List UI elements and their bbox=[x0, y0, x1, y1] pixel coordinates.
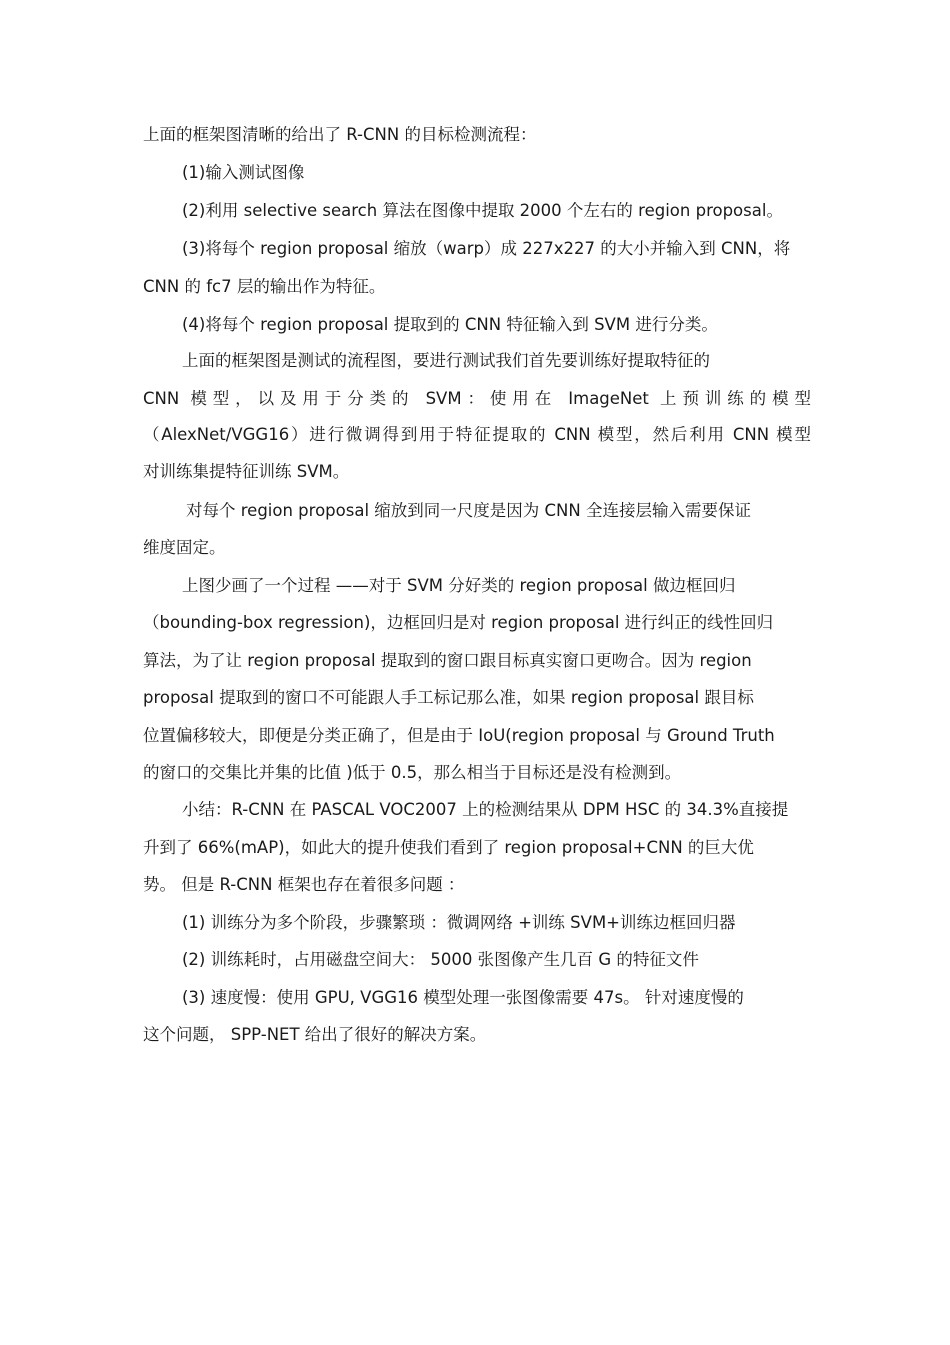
text-line: 维度固定。 bbox=[143, 538, 226, 557]
text-line: CNN 的 fc7 层的输出作为特征。 bbox=[143, 277, 386, 296]
text-line: 上面的框架图清晰的给出了 R-CNN 的目标检测流程： bbox=[143, 125, 537, 144]
list-item: (1)输入测试图像 bbox=[182, 163, 305, 182]
text-line: （AlexNet/VGG16）进行微调得到用于特征提取的 CNN 模型，然后利用 CNN 模型 bbox=[143, 425, 811, 444]
text-line: 的窗口的交集比并集的比值 )低于 0.5，那么相当于目标还是没有检测到。 bbox=[143, 763, 682, 782]
list-item: (4)将每个 region proposal 提取到的 CNN 特征输入到 SVM 进行分类。 bbox=[182, 315, 718, 334]
text-line: 上面的框架图是测试的流程图，要进行测试我们首先要训练好提取特征的 bbox=[182, 351, 710, 370]
text-line: 对训练集提特征训练 SVM。 bbox=[143, 462, 350, 481]
list-item: (1) 训练分为多个阶段，步骤繁琐 ：微调网络 +训练 SVM+训练边框回归器 bbox=[182, 913, 736, 932]
text-line: 位置偏移较大，即便是分类正确了，但是由于 IoU(region proposal 与 Ground Truth bbox=[143, 726, 775, 745]
text-line: 对每个 region proposal 缩放到同一尺度是因为 CNN 全连接层输入需要保证 bbox=[186, 501, 751, 520]
list-item: (2)利用 selective search 算法在图像中提取 2000 个左右的 region proposal。 bbox=[182, 201, 783, 220]
text-line: 小结：R-CNN 在 PASCAL VOC2007 上的检测结果从 DPM HSC 的 34.3%直接提 bbox=[182, 800, 789, 819]
text-line: 势。 但是 R-CNN 框架也存在着很多问题 ： bbox=[143, 875, 465, 894]
list-item: (3) 速度慢：使用 GPU, VGG16 模型处理一张图像需要 47s。 针对速度慢的 bbox=[182, 988, 744, 1007]
text-line: 升到了 66%(mAP)，如此大的提升使我们看到了 region proposal+CNN 的巨大优 bbox=[143, 838, 754, 857]
text-line: 算法，为了让 region proposal 提取到的窗口跟目标真实窗口更吻合。因为 region bbox=[143, 651, 752, 670]
text-line: 这个问题， SPP-NET 给出了很好的解决方案。 bbox=[143, 1025, 487, 1044]
list-item: (2) 训练耗时，占用磁盘空间大： 5000 张图像产生几百 G 的特征文件 bbox=[182, 950, 699, 969]
text-line: 上图少画了一个过程 ——对于 SVM 分好类的 region proposal 做边框回归 bbox=[182, 576, 736, 595]
list-item: (3)将每个 region proposal 缩放（warp）成 227x227 的大小并输入到 CNN，将 bbox=[182, 239, 791, 258]
text-line: （bounding-box regression)，边框回归是对 region proposal 进行纠正的线性回归 bbox=[143, 613, 774, 632]
text-line: proposal 提取到的窗口不可能跟人手工标记那么准，如果 region proposal 跟目标 bbox=[143, 688, 754, 707]
text-line: CNN 模型，以及用于分类的 SVM：使用在 ImageNet 上预训练的模型 bbox=[143, 389, 811, 408]
